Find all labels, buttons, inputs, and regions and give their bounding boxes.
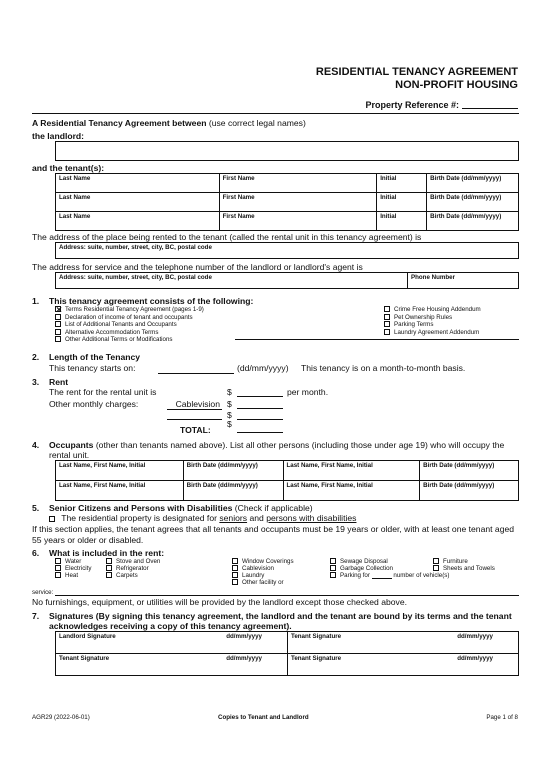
other-charges-label: Other monthly charges: [49, 399, 139, 409]
included-item [232, 572, 294, 579]
checklist-item [55, 321, 204, 329]
checkbox[interactable] [106, 565, 112, 571]
checklist-item [55, 306, 204, 314]
included-label: Garbage Collection [340, 565, 393, 572]
checklist-label: Parking Terms [394, 321, 434, 328]
month-to-month-text: This tenancy is on a month-to-month basis. [301, 363, 466, 373]
tenant-cell[interactable]: Birth Date (dd/mm/yyyy) [427, 193, 519, 212]
cablevision-charge-name[interactable]: Cablevision [167, 399, 222, 410]
included-item [330, 558, 393, 565]
occupant-row [56, 461, 519, 481]
included-item [232, 579, 294, 586]
checkbox[interactable] [232, 572, 238, 578]
document-subtitle: NON-PROFIT HOUSING [395, 79, 518, 91]
section-4-heading: Occupants (other than tenants named above). List all other persons (including those under age 19) who will occupy the rental unit. [49, 440, 505, 460]
included-item [55, 572, 91, 579]
included-item [232, 558, 294, 565]
included-label: Furniture [443, 558, 468, 565]
included-item [433, 565, 495, 572]
included-label: Window Coverings [242, 558, 294, 565]
total-label: TOTAL: [180, 425, 211, 435]
section-1-heading: This tenancy agreement consists of the following: [49, 296, 254, 306]
included-item [55, 565, 91, 572]
included-item [106, 572, 160, 579]
property-reference-label: Property Reference #: [365, 100, 459, 110]
other-charge-amount-field[interactable] [237, 410, 283, 420]
tenant-cell[interactable]: Initial [377, 193, 427, 212]
included-item [106, 558, 160, 565]
included-label: Refrigerator [116, 565, 149, 572]
section-4-number: 4. [32, 440, 40, 450]
tenant-cell[interactable]: Last Name [56, 174, 220, 193]
section-7-number: 7. [32, 611, 40, 621]
rental-unit-label: The address of the place being rented to the tenant (called the rental unit in this tenancy agreement) is [32, 232, 422, 242]
section-6-heading: What is included in the rent: [49, 548, 165, 558]
occupant-cell[interactable]: Birth Date (dd/mm/yyyy) [420, 461, 519, 481]
tenants-label: and the tenant(s): [32, 163, 105, 173]
service-address-table [55, 272, 519, 289]
checklist-label: Declaration of income of tenant and occupants [65, 313, 193, 321]
checkbox[interactable] [330, 565, 336, 571]
section-6-note: No furnishings, equipment, or utilities will be provided by the landlord except those checked above. [32, 597, 407, 607]
section-1-left-list [55, 306, 204, 344]
checklist-label: Pet Ownership Rules [394, 313, 453, 321]
included-label: Heat [65, 572, 79, 579]
section-5-body: If this section applies, the tenant agrees that all tenants and occupants must be 19 years or older, with at least one tenant aged 55 years or older or disabled. [32, 524, 515, 545]
included-label: Carpets [116, 572, 138, 579]
section-1-right-list [384, 306, 481, 336]
designated-checkbox[interactable] [49, 516, 55, 522]
included-item [330, 565, 393, 572]
checkbox[interactable] [232, 565, 238, 571]
included-col-5 [433, 558, 495, 572]
checkbox[interactable] [433, 558, 439, 564]
checklist-item [384, 314, 481, 322]
per-month-text: per month. [287, 387, 329, 397]
landlord-label: the landlord: [32, 131, 85, 141]
rent-label: The rent for the rental unit is [49, 387, 157, 397]
checkbox[interactable] [55, 329, 61, 335]
cablevision-amount-field[interactable] [237, 399, 283, 409]
checkbox[interactable] [55, 321, 61, 327]
section-7-heading: Signatures (By signing this tenancy agreement, the landlord and the tenant are bound by its terms and the tenant acknowledges receiving a copy of this tenancy agreement). [49, 611, 512, 631]
occupant-cell[interactable]: Birth Date (dd/mm/yyyy) [183, 481, 283, 501]
service-label: service: [32, 589, 54, 596]
checkbox[interactable] [55, 306, 61, 312]
included-item [106, 565, 160, 572]
property-reference [365, 100, 518, 110]
tenant-cell[interactable]: Last Name [56, 193, 220, 212]
included-label: Laundry [242, 572, 265, 579]
service-address-field[interactable]: Address: suite, number, street, city, BC, postal code [56, 273, 408, 289]
included-item [232, 565, 294, 572]
start-date-format: (dd/mm/yyyy) [237, 363, 289, 373]
included-label: Stove and Oven [116, 558, 161, 565]
other-charge-name-field[interactable] [167, 410, 222, 420]
section-5-number: 5. [32, 503, 40, 513]
landlord-signature-cell[interactable]: Landlord Signature dd/mm/yyyy [56, 632, 288, 654]
tenancy-starts-label: This tenancy starts on: [49, 363, 136, 373]
checkbox[interactable] [330, 558, 336, 564]
total-currency: $ [227, 419, 232, 429]
checklist-item [384, 321, 481, 329]
checkbox[interactable] [384, 314, 390, 320]
parking-item: Parking for number of vehicle(s) [330, 572, 449, 579]
copies-note: Copies to Tenant and Landlord [218, 714, 309, 721]
rent-amount-field[interactable] [237, 387, 283, 397]
included-label: Electricity [65, 565, 92, 572]
other-terms-line[interactable] [235, 339, 519, 340]
checkbox[interactable] [232, 558, 238, 564]
occupant-cell[interactable]: Last Name, First Name, Initial [56, 461, 184, 481]
checklist-item [384, 329, 481, 337]
total-amount-field[interactable] [237, 422, 283, 433]
checklist-item [55, 314, 204, 322]
section-2-heading: Length of the Tenancy [49, 352, 141, 362]
tenants-table [55, 173, 519, 231]
checkbox[interactable] [55, 572, 61, 578]
signatures-table [55, 631, 519, 676]
checkbox[interactable] [106, 572, 112, 578]
phone-number-field[interactable]: Phone Number [408, 273, 519, 289]
included-col-1 [55, 558, 91, 579]
tenant-cell[interactable]: Initial [377, 174, 427, 193]
checklist-label: List of Additional Tenants and Occupants [65, 321, 177, 328]
section-3-heading: Rent [49, 377, 69, 387]
checkbox[interactable] [106, 558, 112, 564]
tenant-cell[interactable]: Last Name [56, 212, 220, 231]
checklist-item [55, 336, 204, 344]
occupant-row [56, 481, 519, 501]
included-col-2 [106, 558, 160, 579]
included-label: Other facility or [242, 579, 284, 586]
landlord-name-field[interactable] [55, 141, 519, 161]
tenant-row [56, 174, 519, 193]
checkbox[interactable] [55, 314, 61, 320]
tenant-signature-cell-3[interactable]: Tenant Signature dd/mm/yyyy [288, 654, 519, 676]
section-5-heading: Senior Citizens and Persons with Disabilities (Check if applicable) [49, 503, 313, 513]
tenant-signature-cell-1[interactable]: Tenant Signature dd/mm/yyyy [288, 632, 519, 654]
other-charge-currency: $ [227, 410, 232, 420]
tenant-cell[interactable]: Initial [377, 212, 427, 231]
form-code: AGR29 (2022-06-01) [32, 714, 90, 721]
section-1-number: 1. [32, 296, 40, 306]
other-facility-field[interactable] [55, 589, 519, 596]
included-item [433, 558, 495, 565]
property-reference-field[interactable] [462, 100, 518, 109]
section-6-number: 6. [32, 548, 40, 558]
tenant-cell[interactable]: First Name [219, 174, 377, 193]
checkbox[interactable] [433, 565, 439, 571]
checkbox[interactable] [55, 558, 61, 564]
included-col-3 [232, 558, 294, 586]
tenant-row [56, 193, 519, 212]
checklist-label: Alternative Accommodation Terms [65, 328, 159, 336]
tenancy-start-date-field[interactable] [158, 363, 234, 374]
included-label: Water [65, 558, 82, 565]
occupant-cell[interactable]: Last Name, First Name, Initial [283, 481, 420, 501]
included-label: Sheets and Towels [443, 565, 495, 572]
included-col-4 [330, 558, 393, 572]
checkbox[interactable] [384, 329, 390, 335]
checkbox[interactable] [384, 306, 390, 312]
occupant-cell[interactable]: Last Name, First Name, Initial [283, 461, 420, 481]
section-3-number: 3. [32, 377, 40, 387]
checkbox[interactable] [384, 321, 390, 327]
tenant-signature-cell-2[interactable]: Tenant Signature dd/mm/yyyy [56, 654, 288, 676]
parking-checkbox[interactable] [330, 572, 336, 578]
tenant-cell[interactable]: First Name [219, 193, 377, 212]
occupant-cell[interactable]: Birth Date (dd/mm/yyyy) [420, 481, 519, 501]
parking-count-field[interactable] [372, 573, 392, 579]
agreement-between: A Residential Tenancy Agreement between (use correct legal names) [32, 118, 306, 128]
header-divider [32, 113, 519, 114]
included-label: Cablevision [242, 565, 274, 572]
page-number: Page 1 of 8 [486, 714, 518, 721]
occupant-cell[interactable]: Last Name, First Name, Initial [56, 481, 184, 501]
checklist-label: Terms Residential Tenancy Agreement (pages 1-9) [65, 306, 204, 313]
occupants-table [55, 460, 519, 501]
service-address-label: The address for service and the telephone number of the landlord or landlord's agent is [32, 262, 363, 272]
checklist-label: Other Additional Terms or Modifications [65, 336, 173, 343]
designation-line: The residential property is designated for seniors and persons with disabilities [49, 513, 356, 523]
tenant-cell[interactable]: Birth Date (dd/mm/yyyy) [427, 212, 519, 231]
checkbox[interactable] [55, 565, 61, 571]
checklist-item [55, 329, 204, 337]
included-item [55, 558, 91, 565]
checkbox[interactable] [55, 336, 61, 342]
checklist-label: Laundry Agreement Addendum [394, 328, 480, 336]
checkbox[interactable] [232, 579, 238, 585]
checklist-label: Crime Free Housing Addendum [394, 306, 481, 313]
document-title: RESIDENTIAL TENANCY AGREEMENT [315, 66, 518, 78]
checklist-item [384, 306, 481, 314]
tenant-cell[interactable]: First Name [219, 212, 377, 231]
rent-currency: $ [227, 387, 232, 397]
rental-unit-address-field[interactable]: Address: suite, number, street, city, BC, postal code [55, 242, 519, 259]
section-2-number: 2. [32, 352, 40, 362]
occupant-cell[interactable]: Birth Date (dd/mm/yyyy) [183, 461, 283, 481]
cablevision-currency: $ [227, 399, 232, 409]
included-label: Sewage Disposal [340, 558, 388, 565]
tenant-cell[interactable]: Birth Date (dd/mm/yyyy) [427, 174, 519, 193]
tenant-row [56, 212, 519, 231]
